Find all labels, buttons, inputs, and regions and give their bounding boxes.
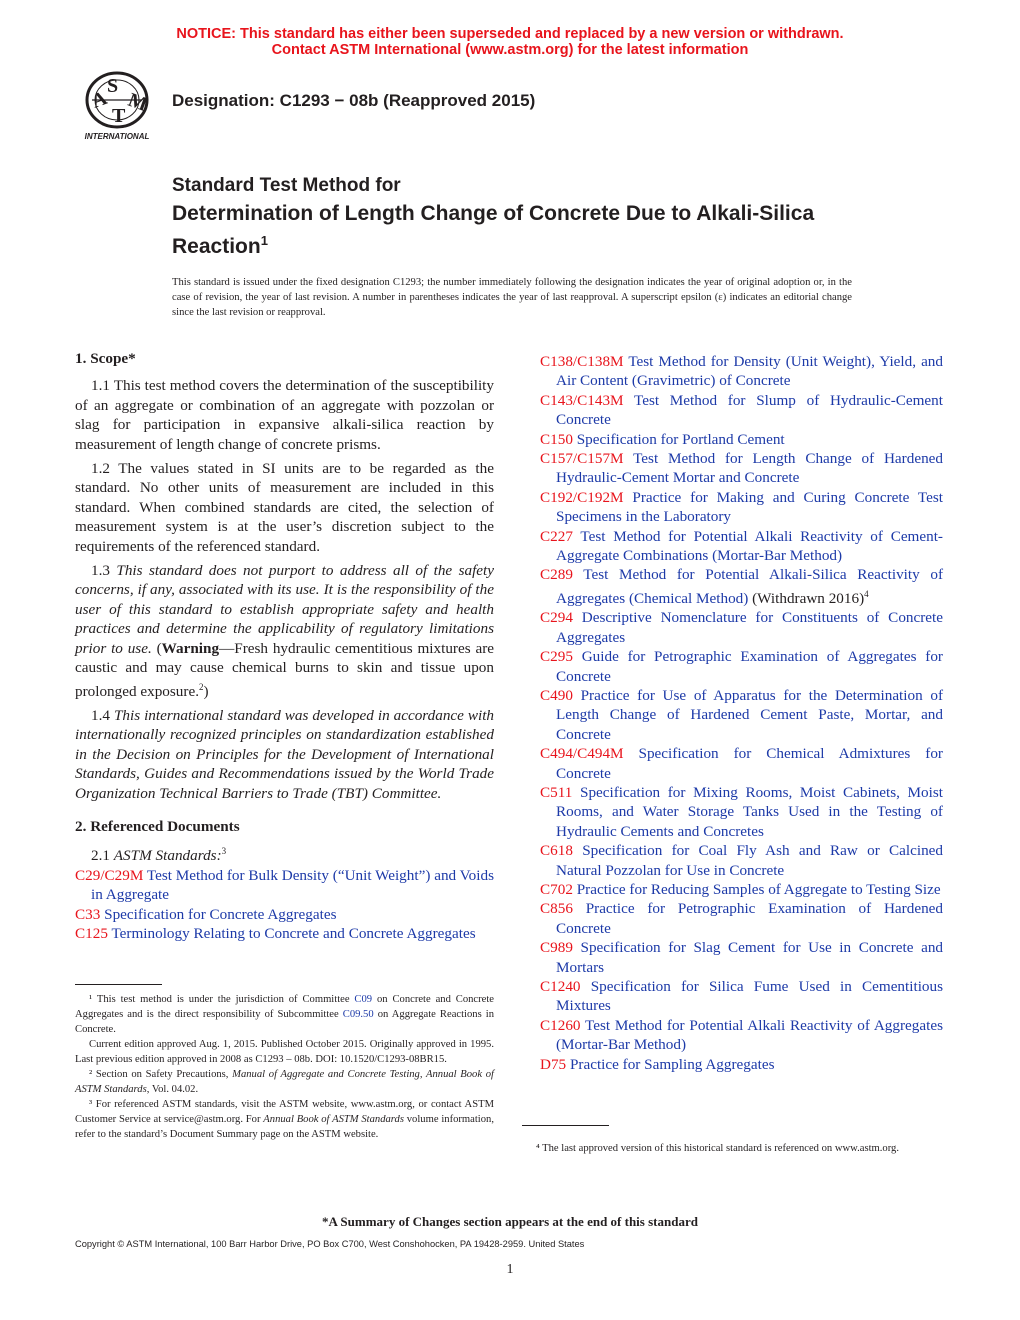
scope-heading: 1. Scope* xyxy=(75,350,136,367)
refdocs-2-1: 2.1 ASTM Standards:$^3$ xyxy=(91,846,227,865)
reference-code-link[interactable]: D75 xyxy=(540,1055,567,1073)
footnote-4: ⁴ The last approved version of this historical standard is referenced on www.astm.org. xyxy=(536,1143,900,1154)
reference-code-link[interactable]: C294 xyxy=(540,609,573,627)
reference-title-link[interactable]: Test Method for Bulk Density (“Unit Weight”) and Voids in Aggregate xyxy=(91,866,494,904)
footnote-3: ³ For referenced ASTM standards, visit the ASTM website, www.astm.org, or contact ASTM Customer Service at service@astm.org. For Annual Book of ASTM Standards volume information, refer to the standard’s Document Summary page on the ASTM website. xyxy=(75,1099,494,1140)
reference-title-link[interactable]: Specification for Chemical Admixtures for Concrete xyxy=(556,745,943,782)
title-line-1: Standard Test Method for xyxy=(172,175,401,196)
svg-text:S: S xyxy=(107,75,119,97)
reference-item xyxy=(540,977,943,1016)
reference-note: (Withdrawn 2016) xyxy=(748,589,865,607)
reference-title-link[interactable]: Test Method for Potential Alkali Reactivity of Aggregates (Mortar-Bar Method) xyxy=(556,1016,943,1054)
footnotes-right xyxy=(522,1141,942,1156)
svg-text:T: T xyxy=(112,105,126,127)
reference-title-link[interactable]: Descriptive Nomenclature for Constituents of Concrete Aggregates xyxy=(556,609,944,646)
reference-item xyxy=(540,783,943,841)
reference-code-link[interactable]: C618 xyxy=(540,842,573,860)
reference-title-link[interactable]: Test Method for Length Change of Hardened Hydraulic-Cement Mortar and Concrete xyxy=(556,450,943,487)
reference-code-link[interactable]: C289 xyxy=(540,566,573,584)
right-column xyxy=(540,352,943,1074)
left-column xyxy=(75,349,494,944)
reference-code-link[interactable]: C227 xyxy=(540,527,573,545)
copyright: Copyright © ASTM International, 100 Barr Harbor Drive, PO Box C700, West Conshohocken, PA 19428-2959. United States xyxy=(75,1239,585,1249)
reference-title-link[interactable]: Practice for Petrographic Examination of Hardened Concrete xyxy=(556,900,943,937)
reference-title-link[interactable]: Specification for Silica Fume Used in Cementitious Mixtures xyxy=(556,978,944,1015)
reference-item xyxy=(540,488,943,527)
reference-item xyxy=(75,924,494,943)
reference-code-link[interactable]: C511 xyxy=(540,784,573,801)
astm-logo-mark xyxy=(74,70,160,144)
footnote-1-edition: Current edition approved Aug. 1, 2015. Published October 2015. Originally approved in 1995. Last previous edition approved in 2008 as C1293 – 08b. DOI: 10.1520/C1293-08BR15. xyxy=(75,1039,494,1065)
footnote-2: ² Section on Safety Precautions, Manual of Aggregate and Concrete Testing, Annual Book of ASTM Standards, Vol. 04.02. xyxy=(75,1069,494,1095)
reference-title-link[interactable]: Test Method for Density (Unit Weight), Yield, and Air Content (Gravimetric) of Concrete xyxy=(556,353,943,390)
scope-1-2: 1.2 The values stated in SI units are to be regarded as the standard. No other units of measurement are included in this standard. When combined standards are cited, the selection of measurement system is at the user’s discretion subject to the requirements of the referenced standard. xyxy=(75,460,494,555)
reference-title-link[interactable]: Practice for Sampling Aggregates xyxy=(569,1055,775,1073)
reference-item xyxy=(75,905,494,924)
intro-paragraph: This standard is issued under the fixed designation C1293; the number immediately following the designation indicates the year of original adoption or, in the case of revision, the year of last revision. A number in parentheses indicates the year of last reapproval. A superscript epsilon (ε) indicates an editorial change since the last revision or reapproval. xyxy=(172,277,852,318)
reference-code-link[interactable]: C1260 xyxy=(540,1016,581,1034)
document-title xyxy=(172,200,862,260)
svg-text:INTERNATIONAL: INTERNATIONAL xyxy=(84,132,150,141)
svg-text:A: A xyxy=(88,87,110,113)
title-footnote-mark: 1 xyxy=(260,233,268,248)
reference-title-link[interactable]: Specification for Concrete Aggregates xyxy=(104,905,337,923)
left-reference-list xyxy=(75,866,494,944)
reference-footnote-mark: 4 xyxy=(864,588,869,599)
reference-code-link[interactable]: C295 xyxy=(540,648,573,666)
reference-code-link[interactable]: C856 xyxy=(540,900,573,918)
reference-title-link[interactable]: Practice for Use of Apparatus for the Determination of Length Change of Hardened Cement Paste, Mortar, and Concrete xyxy=(556,686,944,743)
title-line-2: Determination of Length Change of Concrete Due to Alkali-Silica Reaction xyxy=(172,202,815,258)
reference-code-link[interactable]: C989 xyxy=(540,939,573,957)
reference-title-link[interactable]: Specification for Coal Fly Ash and Raw or Calcined Natural Pozzolan for Use in Concrete xyxy=(556,842,944,879)
reference-item xyxy=(75,866,494,905)
reference-item xyxy=(540,1055,943,1074)
reference-code-link[interactable]: C157/C157M xyxy=(540,450,624,468)
reference-title-link[interactable]: Specification for Portland Cement xyxy=(576,430,785,448)
footnote-1: ¹ This test method is under the jurisdiction of Committee C09 on Concrete and Concrete Aggregates and is the direct responsibility of Subcommittee C09.50 on Aggregate Reactions in Concrete. xyxy=(75,994,494,1035)
reference-item xyxy=(540,352,943,391)
reference-code-link[interactable]: C143/C143M xyxy=(540,391,624,409)
reference-item xyxy=(540,449,943,488)
reference-code-link[interactable]: C490 xyxy=(540,686,573,704)
reference-item xyxy=(540,938,943,977)
reference-item xyxy=(540,608,943,647)
footnote-rule-right xyxy=(522,1125,609,1126)
reference-title-link[interactable]: Test Method for Potential Alkali Reactivity of Cement-Aggregate Combinations (Mortar-Bar Method) xyxy=(556,527,943,565)
reference-title-link[interactable]: Specification for Slag Cement for Use in Concrete and Mortars xyxy=(556,939,944,976)
reference-title-link[interactable]: Test Method for Slump of Hydraulic-Cement Concrete xyxy=(556,391,943,429)
page-number: 1 xyxy=(506,1262,514,1277)
footnotes-left xyxy=(75,992,494,1142)
reference-code-link[interactable]: C138/C138M xyxy=(540,353,624,370)
reference-code-link[interactable]: C702 xyxy=(540,881,573,899)
reference-title-link[interactable]: Terminology Relating to Concrete and Concrete Aggregates xyxy=(111,925,476,943)
scope-1-3: 1.3 This standard does not purport to address all of the safety concerns, if any, associated with its use. It is the responsibility of the user of this standard to establish appropriate safety and health practices and determine the applicability of regulatory limitations prior to use. (Warning—Fresh hydraulic cementitious mixtures are caustic and may cause chemical burns to skin and tissue upon prolonged exposure.$^2$) xyxy=(75,562,495,700)
reference-item xyxy=(540,391,943,430)
astm-logo xyxy=(74,70,160,144)
reference-item xyxy=(540,565,943,608)
reference-item xyxy=(540,527,943,566)
reference-title-link[interactable]: Practice for Making and Curing Concrete Test Specimens in the Laboratory xyxy=(556,488,944,526)
reference-title-link[interactable]: Test Method for Potential Alkali-Silica Reactivity of Aggregates (Chemical Method) xyxy=(556,566,944,607)
reference-item xyxy=(540,880,943,899)
reference-item xyxy=(540,686,943,744)
scope-1-1: 1.1 This test method covers the determination of the susceptibility of an aggregate or combination of an aggregate with pozzolan or slag for participation in expansive alkali-silica reaction by measurement of length change of concrete prisms. xyxy=(75,377,494,453)
reference-title-link[interactable]: Practice for Reducing Samples of Aggregate to Testing Size xyxy=(576,881,941,899)
reference-item xyxy=(540,744,943,783)
reference-title-link[interactable]: Specification for Mixing Rooms, Moist Cabinets, Moist Rooms, and Water Storage Tanks Used in the Testing of Hydraulic Cements and Concretes xyxy=(556,784,944,840)
withdrawal-notice xyxy=(0,26,1020,58)
svg-text:M: M xyxy=(125,88,151,117)
reference-item xyxy=(540,430,943,449)
reference-item xyxy=(540,899,943,938)
reference-title-link[interactable]: Guide for Petrographic Examination of Aggregates for Concrete xyxy=(556,648,943,685)
right-reference-list xyxy=(540,352,943,1074)
notice-line-1: NOTICE: This standard has either been superseded and replaced by a new version or withdrawn. xyxy=(176,26,844,42)
reference-item xyxy=(540,841,943,880)
reference-code-link[interactable]: C29/C29M xyxy=(75,866,144,884)
scope-1-4: 1.4 This international standard was developed in accordance with internationally recognized principles on standardization established in the Decision on Principles for the Development of International Standards, Guides and Recommendations issued by the World Trade Organization Technical Barriers to Trade (TBT) Committee. xyxy=(75,706,495,802)
reference-code-link[interactable]: C150 xyxy=(540,430,573,448)
reference-item xyxy=(540,647,943,686)
reference-code-link[interactable]: C192/C192M xyxy=(540,488,624,506)
refdocs-heading: 2. Referenced Documents xyxy=(75,818,240,835)
designation: Designation: C1293 − 08b (Reapproved 2015) xyxy=(172,91,536,110)
reference-code-link[interactable]: C1240 xyxy=(540,978,581,996)
reference-code-link[interactable]: C125 xyxy=(75,925,108,943)
notice-line-2: Contact ASTM International (www.astm.org) for the latest information xyxy=(271,42,749,58)
reference-code-link[interactable]: C33 xyxy=(75,905,101,923)
reference-item xyxy=(540,1016,943,1055)
summary-of-changes-note: *A Summary of Changes section appears at the end of this standard xyxy=(322,1214,698,1229)
footnote-rule-left xyxy=(75,984,162,985)
reference-code-link[interactable]: C494/C494M xyxy=(540,745,624,763)
